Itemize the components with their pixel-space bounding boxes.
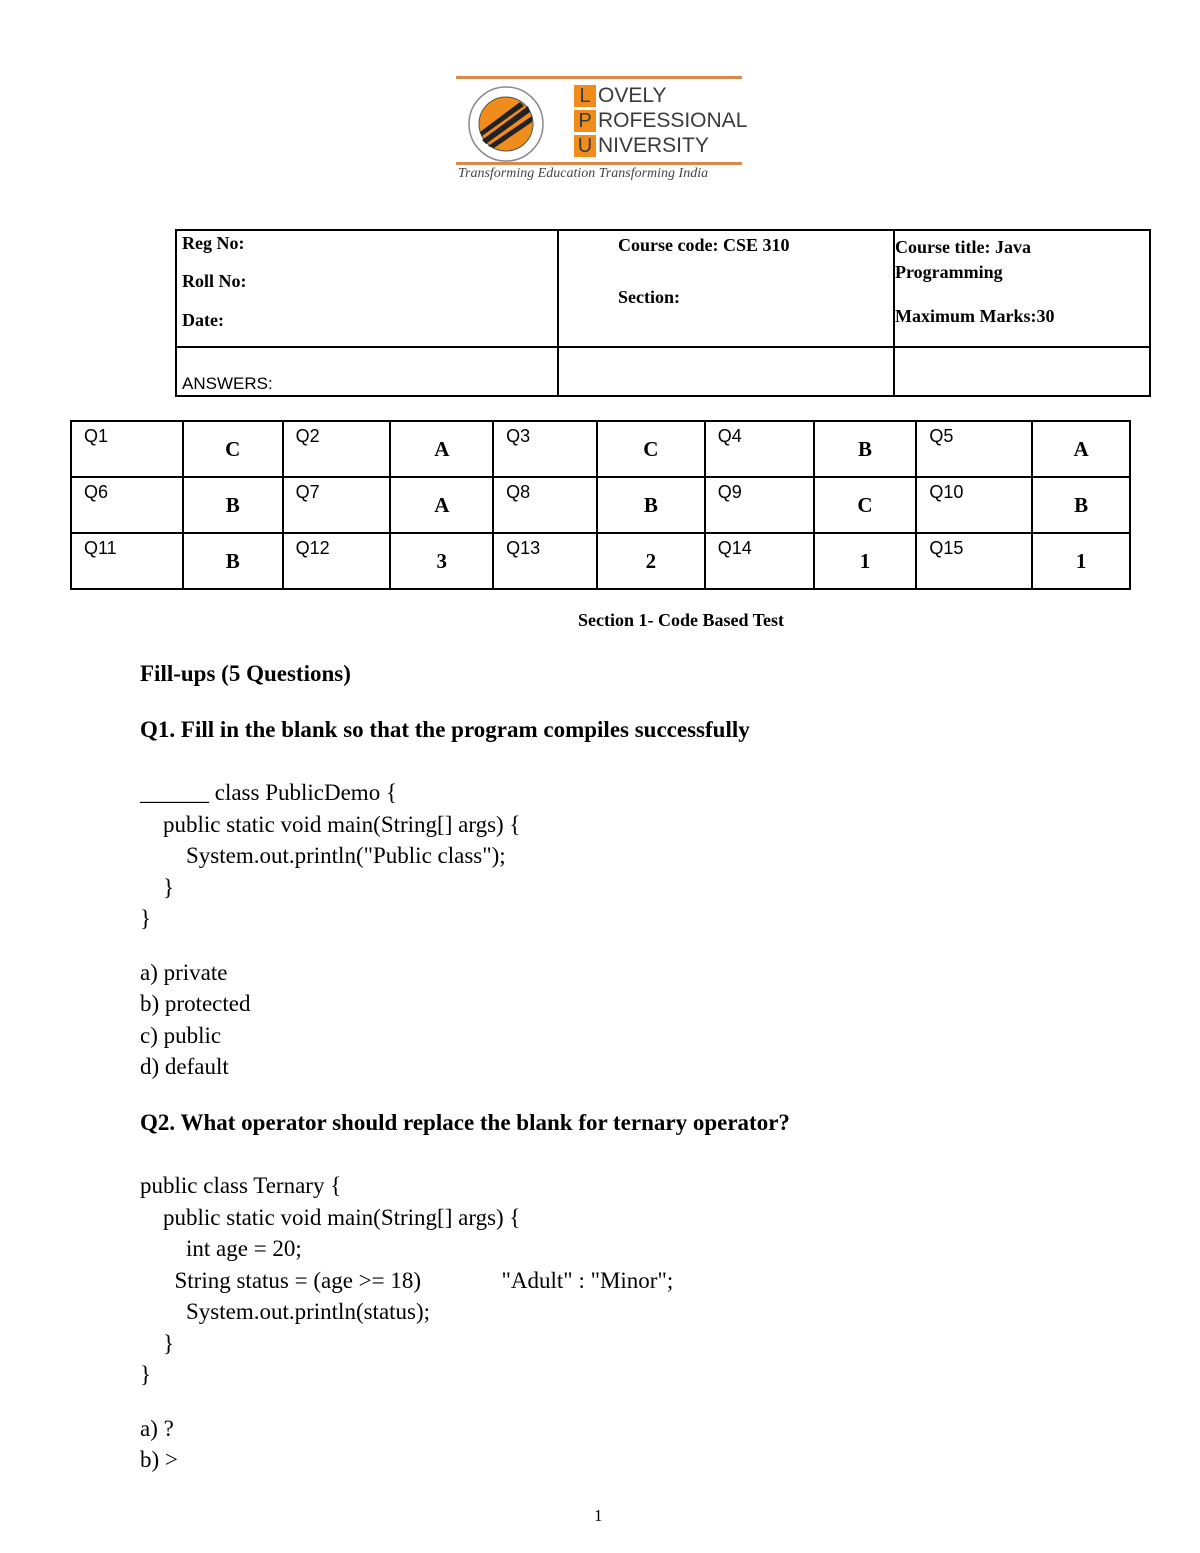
code-line: int age = 20; bbox=[140, 1236, 302, 1261]
question-number: Q14 bbox=[705, 533, 814, 589]
code-line: } bbox=[140, 1330, 175, 1356]
empty-cell bbox=[894, 347, 1150, 396]
answer-value: B bbox=[183, 477, 283, 533]
logo-top-rule bbox=[456, 76, 742, 79]
code-line: } bbox=[140, 906, 152, 931]
code-line: public static void main(String[] args) { bbox=[140, 1204, 521, 1230]
question-number: Q11 bbox=[71, 533, 183, 589]
question-number: Q15 bbox=[916, 533, 1032, 589]
question-number: Q13 bbox=[493, 533, 597, 589]
q1-code-block bbox=[140, 777, 1140, 935]
code-line: } bbox=[140, 1362, 152, 1387]
answer-value: B bbox=[1032, 477, 1130, 533]
question-number: Q9 bbox=[705, 477, 814, 533]
page-number: 1 bbox=[594, 1506, 603, 1525]
logo-bottom-rule bbox=[456, 162, 742, 165]
question-number: Q8 bbox=[493, 477, 597, 533]
answer-key-table bbox=[70, 420, 1131, 590]
exam-header-table bbox=[175, 229, 1151, 397]
date-label: Date: bbox=[182, 310, 224, 330]
course-code-cell bbox=[558, 230, 894, 347]
question-number: Q12 bbox=[283, 533, 391, 589]
option-item: b) > bbox=[140, 1447, 178, 1472]
logo-word: NIVERSITY bbox=[598, 134, 709, 157]
code-line: System.out.println("Public class"); bbox=[140, 843, 506, 868]
option-item: b) protected bbox=[140, 991, 251, 1016]
question-number: Q1 bbox=[71, 421, 183, 477]
q1-question: Q1. Fill in the blank so that the program compiles successfully bbox=[140, 716, 750, 742]
code-line: ______ class PublicDemo { bbox=[140, 780, 397, 805]
option-item: d) default bbox=[140, 1054, 229, 1079]
question-number: Q6 bbox=[71, 477, 183, 533]
question-number: Q2 bbox=[283, 421, 391, 477]
section-label: Section: bbox=[618, 287, 680, 307]
q2-code-block bbox=[140, 1170, 1140, 1391]
logo-tagline: Transforming Education Transforming India bbox=[458, 166, 709, 181]
code-line: } bbox=[140, 874, 175, 900]
answers-label-cell bbox=[176, 347, 558, 396]
answer-value: 2 bbox=[597, 533, 705, 589]
answer-value: C bbox=[814, 477, 917, 533]
answer-value: 3 bbox=[390, 533, 493, 589]
q2-question: Q2. What operator should replace the blank for ternary operator? bbox=[140, 1109, 790, 1135]
empty-cell bbox=[558, 347, 894, 396]
reg-no-label: Reg No: bbox=[182, 233, 245, 253]
q2-options bbox=[140, 1413, 1140, 1476]
logo-word: OVELY bbox=[598, 84, 667, 107]
answer-row bbox=[71, 421, 1130, 477]
answer-value: A bbox=[390, 477, 493, 533]
answer-value: B bbox=[814, 421, 917, 477]
student-info-cell bbox=[176, 230, 558, 347]
course-title-label-2: Programming bbox=[895, 262, 1003, 282]
code-line: String status = (age >= 18) "Adult" : "Minor"; bbox=[140, 1267, 674, 1293]
course-title-cell bbox=[894, 230, 1150, 347]
answer-value: A bbox=[390, 421, 493, 477]
answers-label: ANSWERS: bbox=[182, 374, 273, 393]
logo-word-professional bbox=[574, 109, 747, 133]
answer-value: C bbox=[183, 421, 283, 477]
question-number: Q7 bbox=[283, 477, 391, 533]
answer-row bbox=[71, 533, 1130, 589]
university-logo bbox=[456, 76, 746, 188]
option-item: c) public bbox=[140, 1022, 222, 1048]
answer-value: 1 bbox=[814, 533, 917, 589]
max-marks-label: Maximum Marks:30 bbox=[895, 306, 1055, 326]
logo-word-university bbox=[574, 134, 709, 158]
code-line: public class Ternary { bbox=[140, 1173, 342, 1198]
question-content bbox=[140, 658, 1140, 1476]
answer-value: A bbox=[1032, 421, 1130, 477]
course-code-label: Course code: CSE 310 bbox=[618, 235, 790, 255]
roll-no-label: Roll No: bbox=[182, 271, 247, 291]
option-item: a) ? bbox=[140, 1415, 174, 1441]
code-line: public static void main(String[] args) { bbox=[140, 811, 521, 837]
section-title: Section 1- Code Based Test bbox=[578, 610, 785, 630]
logo-letter: U bbox=[574, 135, 596, 157]
q1-options bbox=[140, 957, 1140, 1083]
answer-value: B bbox=[183, 533, 283, 589]
university-seal-icon bbox=[458, 82, 558, 162]
answer-value: 1 bbox=[1032, 533, 1130, 589]
logo-letter: L bbox=[574, 85, 596, 107]
option-item: a) private bbox=[140, 959, 228, 985]
logo-word: ROFESSIONAL bbox=[598, 109, 748, 132]
answer-value: B bbox=[597, 477, 705, 533]
fillups-heading: Fill-ups (5 Questions) bbox=[140, 661, 351, 686]
logo-letter: P bbox=[574, 110, 596, 132]
course-title-label: Course title: Java bbox=[895, 237, 1031, 257]
question-number: Q3 bbox=[493, 421, 597, 477]
answer-value: C bbox=[597, 421, 705, 477]
question-number: Q10 bbox=[916, 477, 1032, 533]
answer-row bbox=[71, 477, 1130, 533]
logo-word-lovely bbox=[574, 84, 666, 108]
code-line: System.out.println(status); bbox=[140, 1299, 431, 1324]
question-number: Q5 bbox=[916, 421, 1032, 477]
question-number: Q4 bbox=[705, 421, 814, 477]
